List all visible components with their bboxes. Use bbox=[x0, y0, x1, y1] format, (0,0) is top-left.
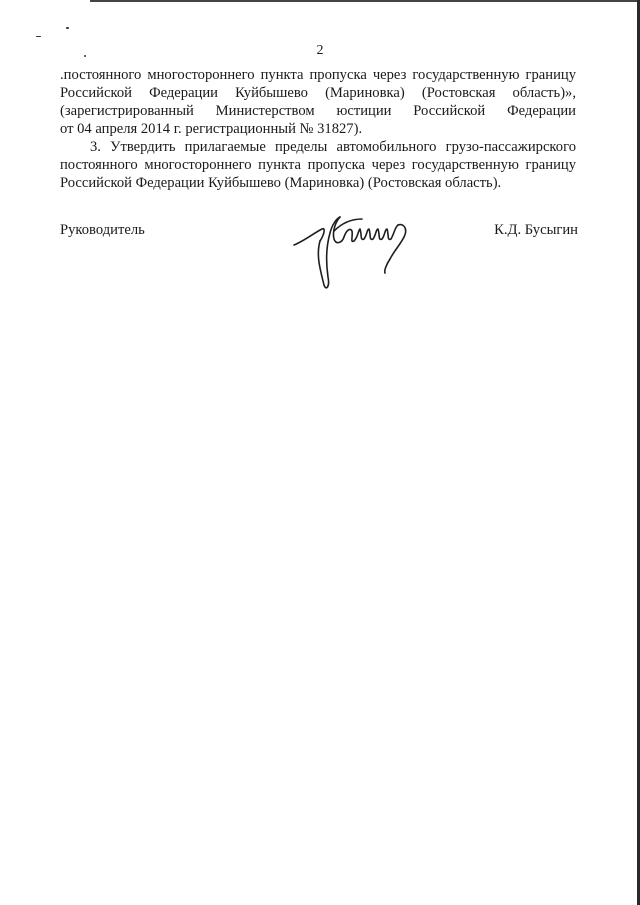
page-number: 2 bbox=[316, 43, 324, 58]
paragraph-1 bbox=[60, 66, 576, 138]
handwritten-signature bbox=[290, 207, 415, 292]
scan-top-edge bbox=[90, 0, 640, 2]
paragraph-1-line: .постоянного многостороннего пункта пропуска через государственную границу bbox=[60, 67, 576, 83]
document-body bbox=[60, 66, 576, 192]
paragraph-1-line: от 04 апреля 2014 г. регистрационный № 31827). bbox=[60, 121, 363, 137]
paragraph-1-line: (зарегистрированный Министерством юстиции Российской Федерации bbox=[60, 103, 576, 119]
paragraph-2-line: 3. Утвердить прилагаемые пределы автомобильного грузо-пассажирского bbox=[90, 139, 576, 155]
paragraph-2-line: Российской Федерации Куйбышево (Мариновка) (Ростовская область). bbox=[60, 175, 502, 191]
scan-speck bbox=[66, 27, 69, 29]
scan-speck bbox=[36, 36, 41, 37]
signatory-name: К.Д. Бусыгин bbox=[494, 222, 578, 238]
paragraph-2-line: постоянного многостороннего пункта пропуска через государственную границу bbox=[60, 157, 576, 173]
paragraph-2 bbox=[60, 138, 576, 192]
paragraph-1-line: Российской Федерации Куйбышево (Мариновка) (Ростовская область)», bbox=[60, 85, 576, 101]
signatory-title: Руководитель bbox=[60, 222, 145, 238]
